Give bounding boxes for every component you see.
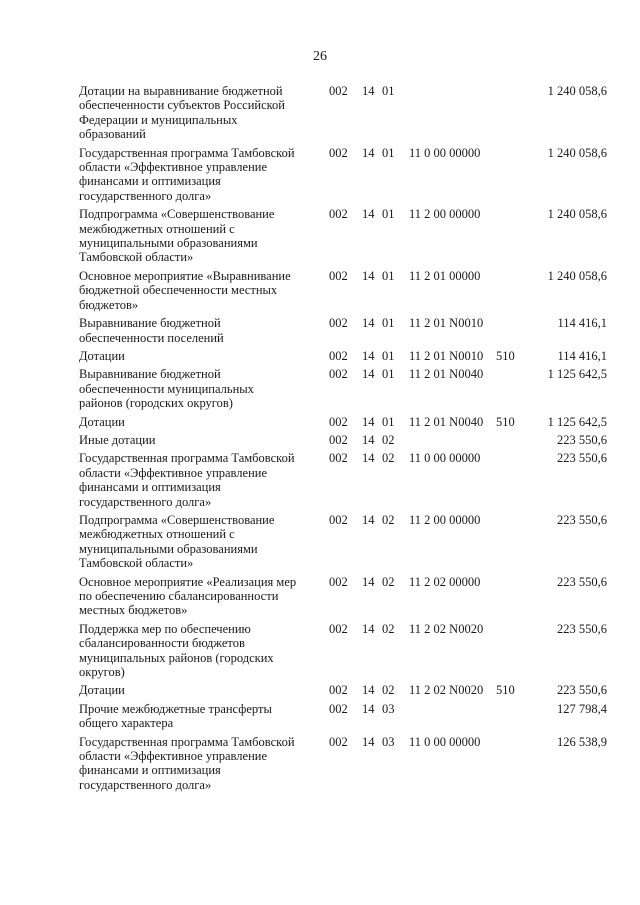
row-name: Поддержка мер по обеспечению сбалансированности бюджетов муниципальных районов (городских округов): [79, 621, 274, 680]
ministry-code: 002: [329, 451, 348, 466]
row-name: Иные дотации: [79, 432, 156, 447]
table-row: [79, 316, 609, 345]
target-code: 11 0 00 00000: [409, 734, 481, 749]
amount: 127 798,4: [557, 701, 607, 716]
table-row: [79, 367, 609, 410]
table-row: [79, 735, 609, 793]
table-row: [79, 702, 609, 731]
table-row: [79, 415, 609, 429]
table-row: [79, 451, 609, 509]
expense-type-code: 510: [496, 683, 515, 698]
amount: 223 550,6: [557, 512, 607, 527]
row-name: Прочие межбюджетные трансферты общего характера: [79, 701, 272, 731]
amount: 1 240 058,6: [547, 145, 607, 160]
table-row: [79, 146, 609, 204]
section-code: 14: [362, 451, 375, 466]
target-code: 11 2 01 N0040: [409, 367, 484, 382]
subsection-code: 02: [382, 512, 395, 527]
target-code: 11 2 02 00000: [409, 574, 481, 589]
amount: 223 550,6: [557, 574, 607, 589]
row-name: Основное мероприятие «Реализация мер по обеспечению сбалансированности местных бюджетов»: [79, 574, 297, 618]
budget-table: [79, 84, 609, 792]
subsection-code: 03: [382, 701, 395, 716]
ministry-code: 002: [329, 367, 348, 382]
section-code: 14: [362, 574, 375, 589]
ministry-code: 002: [329, 734, 348, 749]
amount: 223 550,6: [557, 621, 607, 636]
section-code: 14: [362, 432, 375, 447]
expense-type-code: 510: [496, 348, 515, 363]
row-name: Дотации: [79, 348, 125, 363]
table-row: [79, 513, 609, 571]
section-code: 14: [362, 316, 375, 331]
section-code: 14: [362, 734, 375, 749]
ministry-code: 002: [329, 574, 348, 589]
page-number: 26: [313, 49, 327, 64]
ministry-code: 002: [329, 84, 348, 98]
amount: 223 550,6: [557, 432, 607, 447]
subsection-code: 02: [382, 683, 395, 698]
target-code: 11 2 01 N0040: [409, 414, 484, 429]
row-name: Государственная программа Тамбовской области «Эффективное управление финансами и оптимизация государственного долга»: [79, 451, 295, 509]
amount: 114 416,1: [557, 348, 607, 363]
ministry-code: 002: [329, 512, 348, 527]
section-code: 14: [362, 207, 375, 222]
table-row: [79, 433, 609, 447]
amount: 126 538,9: [557, 734, 607, 749]
section-code: 14: [362, 683, 375, 698]
row-name: Дотации на выравнивание бюджетной обеспеченности субъектов Российской Федерации и муниципальных образований: [79, 84, 285, 142]
target-code: 11 2 00 00000: [409, 512, 481, 527]
section-code: 14: [362, 512, 375, 527]
row-name: Государственная программа Тамбовской области «Эффективное управление финансами и оптимизация государственного долга»: [79, 145, 295, 203]
ministry-code: 002: [329, 268, 348, 283]
row-name: Подпрограмма «Совершенствование межбюджетных отношений с муниципальными образованиями Тамбовской области»: [79, 512, 275, 571]
target-code: 11 2 02 N0020: [409, 621, 484, 636]
subsection-code: 02: [382, 621, 395, 636]
table-row: [79, 349, 609, 363]
amount: 223 550,6: [557, 451, 607, 466]
target-code: 11 2 02 N0020: [409, 683, 484, 698]
section-code: 14: [362, 621, 375, 636]
section-code: 14: [362, 145, 375, 160]
amount: 1 240 058,6: [547, 268, 607, 283]
ministry-code: 002: [329, 207, 348, 222]
target-code: 11 2 00 00000: [409, 207, 481, 222]
table-row: [79, 269, 609, 312]
amount: 1 240 058,6: [547, 84, 607, 98]
row-name: Основное мероприятие «Выравнивание бюджетной обеспеченности местных бюджетов»: [79, 268, 291, 312]
subsection-code: 01: [382, 414, 395, 429]
table-row: [79, 575, 609, 618]
ministry-code: 002: [329, 145, 348, 160]
subsection-code: 03: [382, 734, 395, 749]
amount: 114 416,1: [557, 316, 607, 331]
subsection-code: 02: [382, 432, 395, 447]
row-name: Выравнивание бюджетной обеспеченности муниципальных районов (городских округов): [79, 367, 254, 411]
table-row: [79, 622, 609, 680]
row-name: Государственная программа Тамбовской области «Эффективное управление финансами и оптимизация государственного долга»: [79, 734, 295, 792]
row-name: Дотации: [79, 414, 125, 429]
subsection-code: 01: [382, 316, 395, 331]
amount: 223 550,6: [557, 683, 607, 698]
subsection-code: 01: [382, 84, 395, 98]
amount: 1 240 058,6: [547, 207, 607, 222]
subsection-code: 01: [382, 348, 395, 363]
target-code: 11 0 00 00000: [409, 145, 481, 160]
ministry-code: 002: [329, 348, 348, 363]
target-code: 11 2 01 00000: [409, 268, 481, 283]
subsection-code: 01: [382, 207, 395, 222]
ministry-code: 002: [329, 414, 348, 429]
subsection-code: 02: [382, 451, 395, 466]
row-name: Выравнивание бюджетной обеспеченности поселений: [79, 316, 224, 345]
section-code: 14: [362, 268, 375, 283]
table-row: [79, 84, 609, 142]
row-name: Подпрограмма «Совершенствование межбюджетных отношений с муниципальными образованиями Тамбовской области»: [79, 207, 275, 265]
ministry-code: 002: [329, 432, 348, 447]
amount: 1 125 642,5: [547, 414, 607, 429]
amount: 1 125 642,5: [547, 367, 607, 382]
subsection-code: 01: [382, 145, 395, 160]
ministry-code: 002: [329, 621, 348, 636]
section-code: 14: [362, 348, 375, 363]
ministry-code: 002: [329, 701, 348, 716]
expense-type-code: 510: [496, 414, 515, 429]
target-code: 11 2 01 N0010: [409, 348, 484, 363]
ministry-code: 002: [329, 683, 348, 698]
table-row: [79, 683, 609, 697]
subsection-code: 01: [382, 367, 395, 382]
subsection-code: 02: [382, 574, 395, 589]
row-name: Дотации: [79, 683, 125, 698]
target-code: 11 2 01 N0010: [409, 316, 484, 331]
section-code: 14: [362, 414, 375, 429]
target-code: 11 0 00 00000: [409, 451, 481, 466]
section-code: 14: [362, 367, 375, 382]
table-row: [79, 207, 609, 265]
subsection-code: 01: [382, 268, 395, 283]
section-code: 14: [362, 84, 375, 98]
section-code: 14: [362, 701, 375, 716]
ministry-code: 002: [329, 316, 348, 331]
